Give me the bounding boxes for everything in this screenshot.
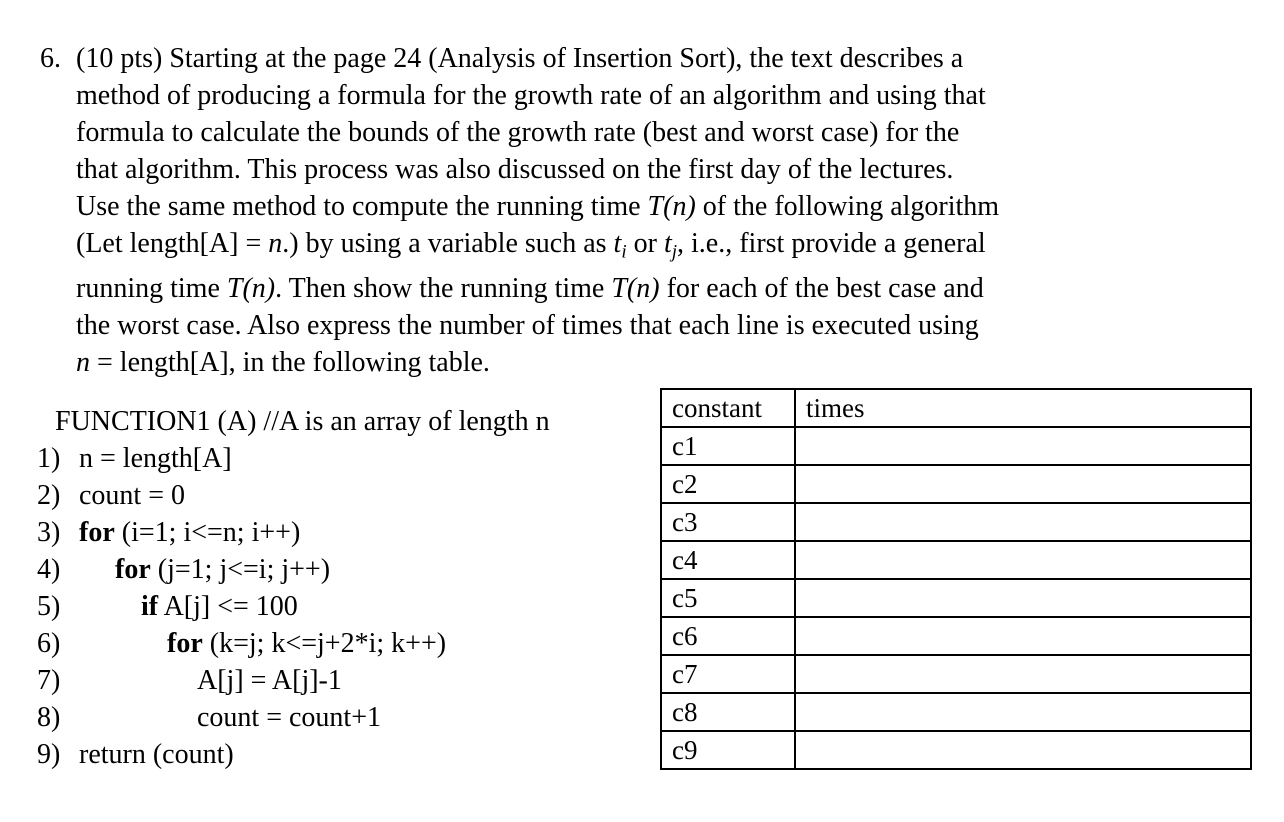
code-line-number: 5) xyxy=(37,591,61,622)
question-line xyxy=(76,77,999,114)
code-line xyxy=(37,440,550,477)
table-row xyxy=(661,579,1251,617)
text-segment: . Then show the running time xyxy=(275,273,612,305)
text-segment: for xyxy=(79,517,115,548)
code-line-number: 4) xyxy=(37,554,61,585)
times-cell xyxy=(795,503,1251,541)
times-cell xyxy=(795,465,1251,503)
times-cell xyxy=(795,693,1251,731)
text-segment: i xyxy=(621,241,627,263)
text-segment: of the following algorithm xyxy=(695,191,1000,222)
text-segment: n xyxy=(268,228,283,259)
text-segment: for xyxy=(167,628,203,659)
text-segment: .) by using a variable such as xyxy=(282,228,614,259)
table-row xyxy=(661,731,1251,769)
code-line xyxy=(37,477,550,514)
text-segment: n = length[A] xyxy=(79,443,232,474)
code-line-number: 9) xyxy=(37,739,61,770)
code-line-text xyxy=(79,625,446,662)
text-segment: running time xyxy=(76,273,227,305)
constant-cell: c7 xyxy=(661,655,795,693)
constants-table xyxy=(660,388,1252,770)
code-line-text xyxy=(79,514,300,551)
table-row xyxy=(661,503,1251,541)
question-text xyxy=(76,40,999,381)
question-line xyxy=(76,225,999,270)
text-segment: T(n) xyxy=(226,273,276,305)
text-segment: A[j] <= 100 xyxy=(158,591,298,622)
text-segment: (i=1; i<=n; i++) xyxy=(114,517,301,548)
text-segment: Use the same method to compute the running time xyxy=(76,191,648,222)
code-line-number: 6) xyxy=(37,628,61,659)
text-segment: , i.e., first provide a general xyxy=(677,228,986,259)
text-segment: (Let length[A] = xyxy=(76,228,269,259)
code-block xyxy=(37,403,550,773)
text-segment: count = count+1 xyxy=(197,702,381,733)
constant-cell: c8 xyxy=(661,693,795,731)
table-header-constant: constant xyxy=(661,389,795,427)
constant-cell: c1 xyxy=(661,427,795,465)
constant-cell: c9 xyxy=(661,731,795,769)
code-line-text xyxy=(79,477,185,514)
table-header-row xyxy=(661,389,1251,427)
code-line-text xyxy=(79,551,330,588)
text-segment: T(n) xyxy=(647,191,696,222)
code-line-text xyxy=(79,440,232,477)
table-row xyxy=(661,693,1251,731)
code-line-text xyxy=(79,736,234,773)
text-segment: (10 pts) Starting at the page 24 (Analysis of Insertion Sort), the text describes a xyxy=(76,43,964,74)
times-cell xyxy=(795,541,1251,579)
code-line xyxy=(37,625,550,662)
table-row xyxy=(661,465,1251,503)
code-line-number: 8) xyxy=(37,702,61,733)
text-segment: for xyxy=(115,554,151,585)
text-segment: T(n) xyxy=(611,273,660,305)
code-line xyxy=(37,514,550,551)
constant-cell: c2 xyxy=(661,465,795,503)
text-segment: for each of the best case and xyxy=(659,273,984,305)
text-segment: n xyxy=(76,347,90,379)
text-segment: that algorithm. This process was also discussed on the first day of the lectures. xyxy=(76,154,954,185)
times-cell xyxy=(795,579,1251,617)
code-line xyxy=(37,588,550,625)
code-line xyxy=(37,736,550,773)
text-segment: formula to calculate the bounds of the growth rate (best and worst case) for the xyxy=(76,117,960,148)
times-cell xyxy=(795,655,1251,693)
table-row xyxy=(661,617,1251,655)
constants-table-body xyxy=(661,427,1251,769)
text-segment: count = 0 xyxy=(79,480,185,511)
constants-table-wrapper xyxy=(660,388,1252,770)
code-line-text xyxy=(79,588,298,625)
question-line xyxy=(76,307,999,344)
text-segment: (k=j; k<=j+2*i; k++) xyxy=(202,628,447,659)
times-cell xyxy=(795,617,1251,655)
constant-cell: c5 xyxy=(661,579,795,617)
code-header: FUNCTION1 (A) //A is an array of length n xyxy=(55,406,550,437)
code-line-text xyxy=(79,662,342,699)
question-number: 6. xyxy=(40,43,61,74)
question-line xyxy=(76,344,999,381)
text-segment: t xyxy=(613,228,622,259)
text-segment: if xyxy=(141,591,159,622)
text-segment: (j=1; j<=i; j++) xyxy=(150,554,331,585)
table-row xyxy=(661,655,1251,693)
constant-cell: c3 xyxy=(661,503,795,541)
times-cell xyxy=(795,427,1251,465)
code-lines xyxy=(37,440,550,773)
text-segment: the worst case. Also express the number of times that each line is executed using xyxy=(76,310,979,342)
table-header-times: times xyxy=(795,389,1251,427)
text-segment: A[j] = A[j]-1 xyxy=(197,665,342,696)
code-line-text xyxy=(79,699,381,736)
times-cell xyxy=(795,731,1251,769)
question-line xyxy=(76,188,999,225)
code-line xyxy=(37,551,550,588)
text-segment: j xyxy=(671,241,678,263)
code-line-number: 7) xyxy=(37,665,61,696)
table-row xyxy=(661,541,1251,579)
code-line xyxy=(37,699,550,736)
question-block xyxy=(40,40,999,381)
text-segment: return (count) xyxy=(79,739,234,770)
text-segment: method of producing a formula for the growth rate of an algorithm and using that xyxy=(76,80,986,111)
code-line-number: 2) xyxy=(37,480,61,511)
question-line xyxy=(76,114,999,151)
text-segment: or xyxy=(626,228,664,259)
question-line xyxy=(76,151,999,188)
table-row xyxy=(661,427,1251,465)
code-line-number: 1) xyxy=(37,443,61,474)
text-segment: = length[A], in the following table. xyxy=(90,347,490,379)
question-line xyxy=(76,40,999,77)
constant-cell: c4 xyxy=(661,541,795,579)
question-line xyxy=(76,270,999,307)
code-line xyxy=(37,662,550,699)
constants-table-head xyxy=(661,389,1251,427)
text-segment: t xyxy=(663,228,672,259)
constant-cell: c6 xyxy=(661,617,795,655)
code-line-number: 3) xyxy=(37,517,61,548)
